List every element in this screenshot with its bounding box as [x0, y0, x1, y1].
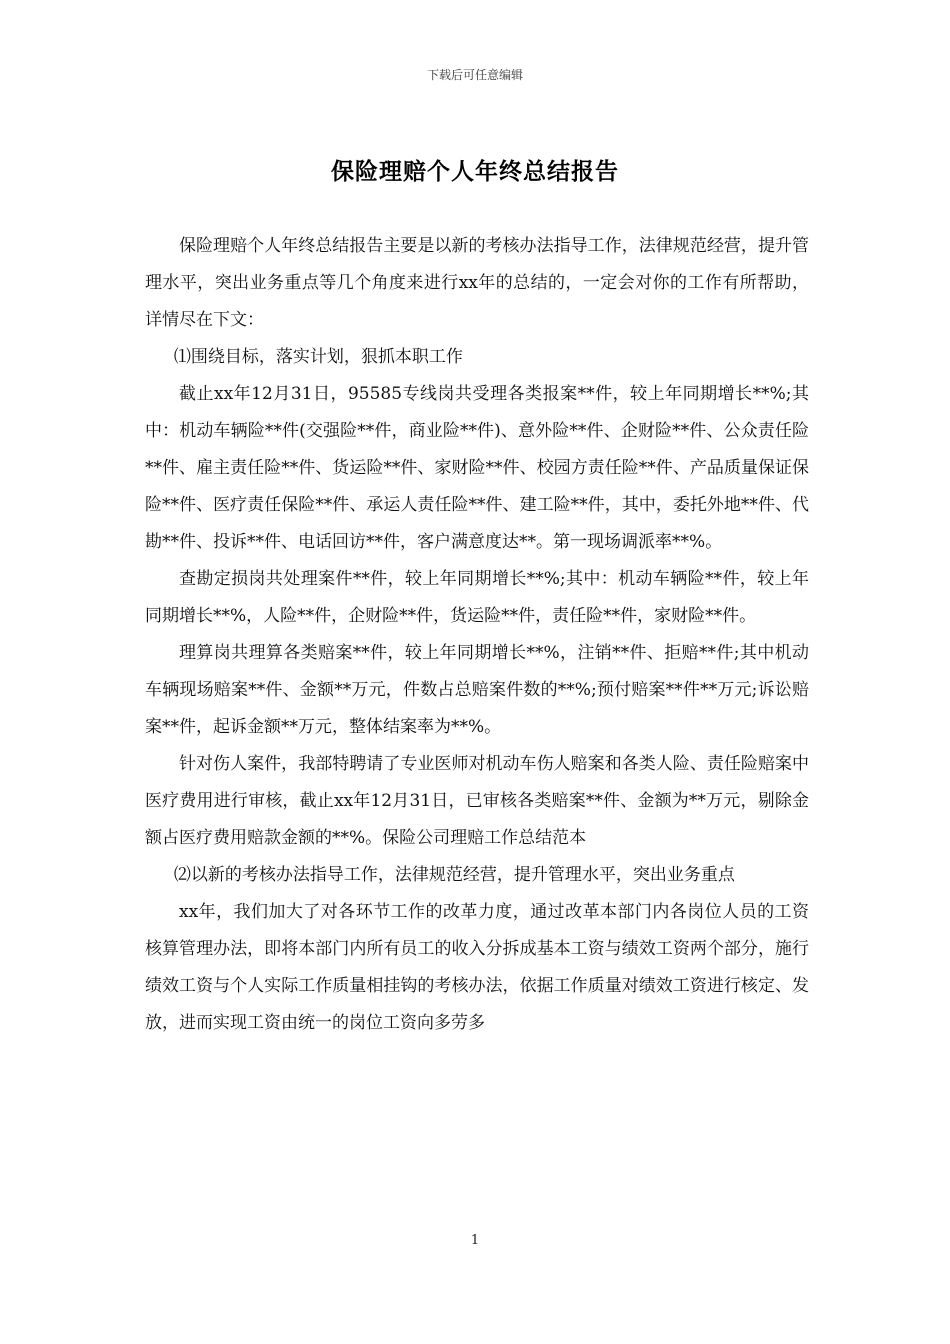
section-heading-1: ⑴围绕目标，落实计划，狠抓本职工作: [173, 347, 463, 367]
paragraph-adjustment-stats: 理算岗共理算各类赔案**件，较上年同期增长**%，注销**件、拒赔**件;其中机动车辆现场赔案**件、金额**万元，件数占总赔案件数的**%;预付赔案**件**万元;诉讼赔案**件，起诉金额**万元，整体结案率为**%。: [145, 643, 809, 737]
paragraph-report-stats: 截止xx年12月31日，95585专线岗共受理各类报案**件，较上年同期增长**%;其中：机动车辆险**件(交强险**件，商业险**件)、意外险**件、企财险**件、公众责任险**件、雇主责任险**件、货运险**件、家财险**件、校园方责任险**件、产品质量保证保险**件、医疗责任保险**件、承运人责任险**件、建工险**件，其中，委托外地**件、代勘**件、投诉**件、电话回访**件，客户满意度达**。第一现场调派率**%。: [145, 384, 809, 552]
page-number: 1: [470, 1233, 480, 1248]
section-heading-2: ⑵以新的考核办法指导工作，法律规范经营，提升管理水平，突出业务重点: [173, 865, 735, 885]
paragraph-medical-review: 针对伤人案件，我部特聘请了专业医师对机动车伤人赔案和各类人险、责任险赔案中医疗费用进行审核，截止xx年12月31日，已审核各类赔案**件、金额为**万元，剔除金额占医疗费用赔款金额的**%。保险公司理赔工作总结范本: [145, 754, 809, 848]
paragraph-intro: 保险理赔个人年终总结报告主要是以新的考核办法指导工作，法律规范经营，提升管理水平，突出业务重点等几个角度来进行xx年的总结的，一定会对你的工作有所帮助，详情尽在下文：: [145, 236, 809, 330]
document-body: [145, 228, 809, 1042]
header-note: 下载后可任意编辑: [426, 68, 523, 82]
document-title: 保险理赔个人年终总结报告: [331, 158, 619, 185]
paragraph-survey-stats: 查勘定损岗共处理案件**件，较上年同期增长**%;其中：机动车辆险**件，较上年同期增长**%，人险**件，企财险**件，货运险**件，责任险**件，家财险**件。: [145, 569, 809, 626]
paragraph-reform: xx年，我们加大了对各环节工作的改革力度，通过改革本部门内各岗位人员的工资核算管理办法，即将本部门内所有员工的收入分拆成基本工资与绩效工资两个部分，施行绩效工资与个人实际工作质量相挂钩的考核办法，依据工作质量对绩效工资进行核定、发放，进而实现工资由统一的岗位工资向多劳多: [145, 902, 809, 1033]
